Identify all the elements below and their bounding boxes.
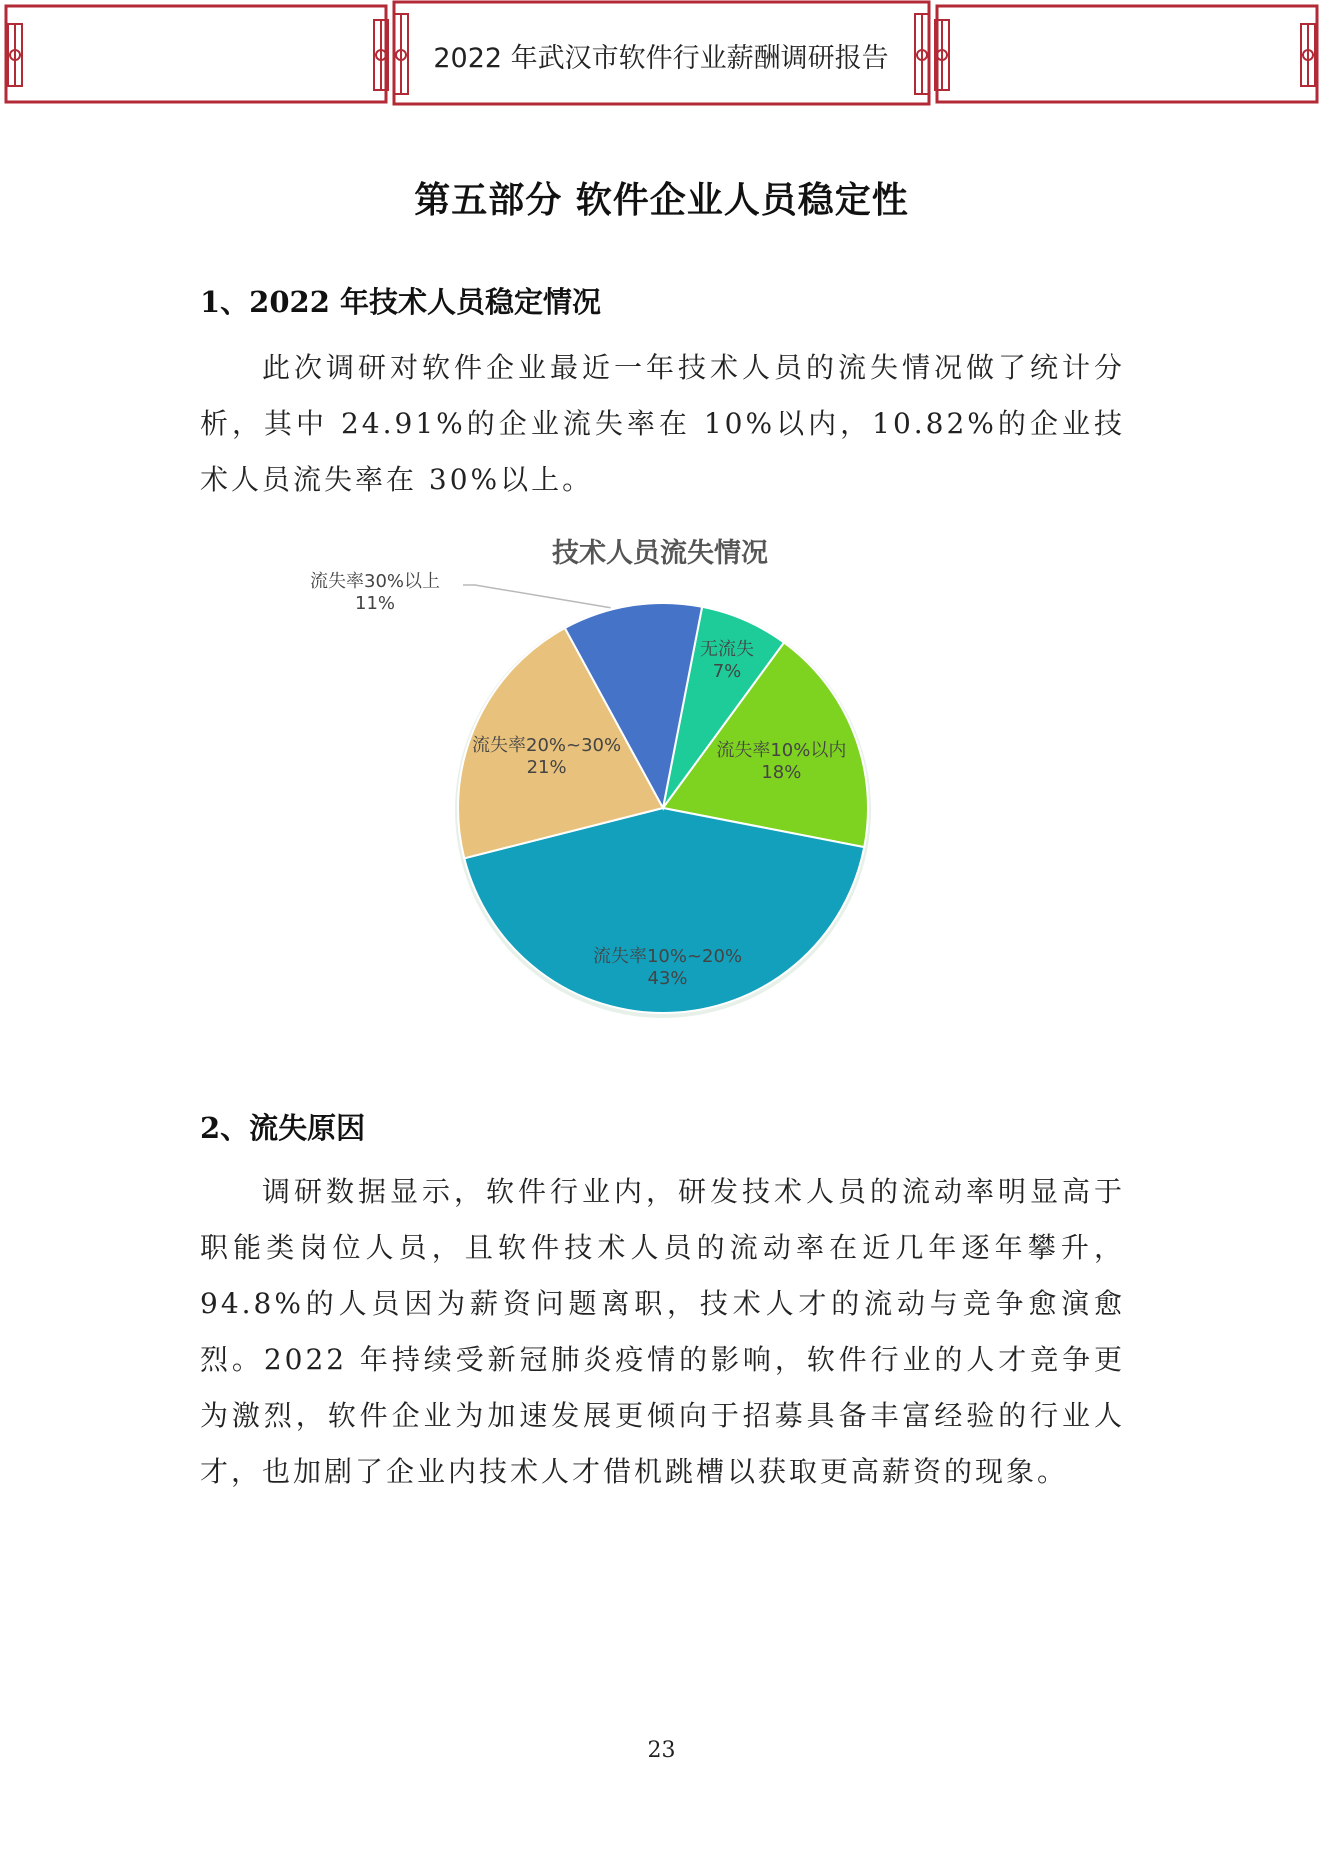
pie-label-0 (700, 639, 754, 683)
pie-leader-line (463, 585, 611, 608)
pie-label-value: 7% (712, 661, 742, 683)
pie-label-name: 流失率20%~30% (472, 735, 622, 757)
pie-label-value: 11% (355, 593, 396, 614)
paragraph-reasons: 调研数据显示，软件行业内，研发技术人员的流动率明显高于职能类岗位人员，且软件技术人员的流动率在近几年逐年攀升，94.8%的人员因为薪资问题离职，技术人才的流动与竞争愈演愈烈。2022 年持续受新冠肺炎疫情的影响，软件行业的人才竞争更为激烈，软件企业为加速发展更倾向于招募具备丰富经验的行业人才，也加剧了企业内技术人才借机跳槽以获取更高薪资的现象。 (200, 1175, 1125, 1488)
pie-label-value: 18% (761, 761, 802, 783)
pie-label-3 (472, 735, 621, 779)
pie-chart (310, 525, 1000, 1045)
paragraph-stability: 此次调研对软件企业最近一年技术人员的流失情况做了统计分析，其中 24.91%的企业流失率在 10%以内，10.82%的企业技术人员流失率在 30%以上。 (200, 351, 1125, 496)
page-header (0, 0, 1323, 108)
pie-label-name: 无流失 (700, 639, 755, 661)
chart-title: 技术人员流失情况 (552, 538, 768, 569)
pie-label-2 (593, 946, 742, 990)
pie-label-name: 流失率30%以上 (310, 571, 441, 592)
section-title-stability: 1、2022 年技术人员稳定情况 (200, 285, 601, 319)
section-title-reasons: 2、流失原因 (200, 1111, 366, 1145)
header-title: 2022 年武汉市软件行业薪酬调研报告 (433, 43, 889, 74)
part-title: 第五部分 软件企业人员稳定性 (414, 180, 909, 221)
pie-label-name: 流失率10%~20% (592, 945, 743, 967)
pie-label-4 (310, 571, 440, 615)
page-number: 23 (647, 1738, 676, 1763)
pie-label-name: 流失率10%以内 (716, 739, 847, 761)
pie-label-value: 43% (647, 967, 688, 989)
pie-label-1 (716, 740, 846, 784)
pie-label-value: 21% (526, 757, 567, 779)
